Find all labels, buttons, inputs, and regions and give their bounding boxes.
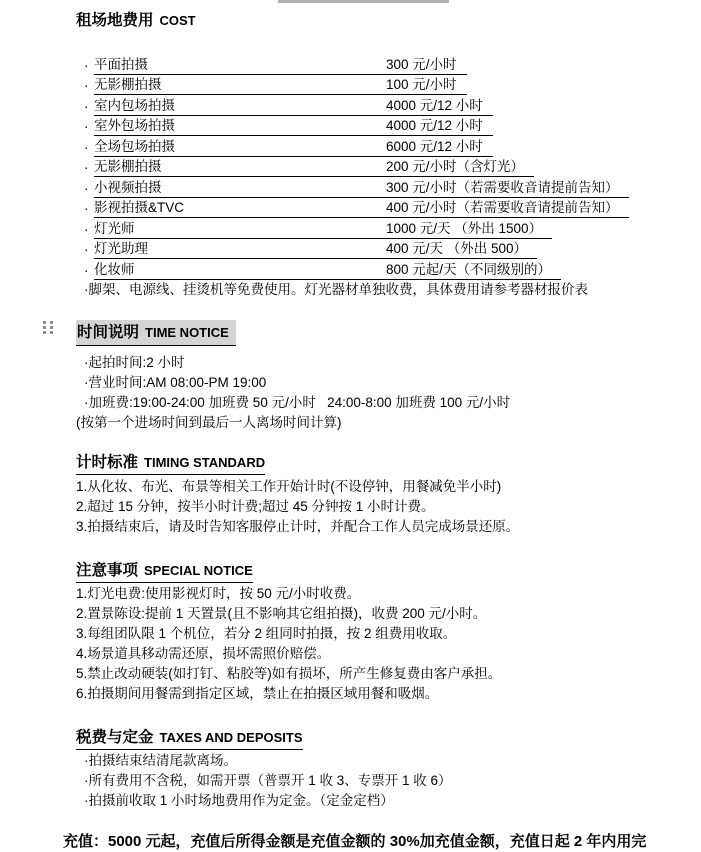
bullet: · (84, 160, 89, 175)
bullet: · (84, 221, 89, 237)
price-row-label: 无影棚拍摄 (94, 159, 162, 174)
heading-zh: 计时标准 (76, 453, 139, 471)
price-row (84, 259, 676, 280)
drag-handle-icon[interactable] (43, 321, 53, 334)
price-row-value: 400 元/小时（若需要收音请提前告知） (386, 200, 619, 215)
bullet: · (84, 180, 89, 196)
list-item: ·营业时间:AM 08:00-PM 19:00 (84, 374, 267, 390)
price-row-value: 200 元/小时（含灯光） (386, 159, 525, 174)
price-row-label: 灯光助理 (94, 241, 148, 256)
price-row-label: 灯光师 (94, 220, 135, 236)
price-row-value: 300 元/小时 (386, 56, 457, 72)
list-item: 1.从化妆、布光、布景等相关工作开始计时(不设停钟，用餐减免半小时) (76, 478, 502, 494)
bullet: · (84, 78, 89, 93)
heading-en: TIME NOTICE (145, 324, 229, 340)
section-heading-cost (76, 10, 676, 31)
price-row-label: 无影棚拍摄 (94, 77, 162, 92)
price-row-value: 4000 元/12 小时 (386, 97, 483, 113)
list-item: ·拍摄结束结清尾款离场。 (84, 752, 237, 768)
cost-free-items-note: ·脚架、电源线、挂烫机等免费使用。灯光器材单独收费，具体费用请参考器材报价表 (84, 281, 588, 297)
bullet: · (84, 139, 89, 155)
list-item: 2.超过 15 分钟，按半小时计费;超过 45 分钟按 1 小时计费。 (76, 498, 435, 514)
time-notice-list (76, 353, 676, 433)
list-item: ·拍摄前收取 1 小时场地费用作为定金。（定金定档） (84, 792, 394, 808)
price-row-label: 化妆师 (94, 261, 135, 277)
bullet: · (84, 119, 89, 134)
price-row-value: 6000 元/12 小时 (386, 138, 483, 154)
heading-zh: 税费与定金 (76, 728, 154, 746)
list-item: 3.每组团队限 1 个机位，若分 2 组同时拍摄，按 2 组费用收取。 (76, 625, 457, 641)
list-item: ·所有费用不含税，如需开票（普票开 1 收 3、专票开 1 收 6） (84, 772, 452, 788)
recharge-note: 充值：5000 元起，充值后所得金额是充值金额的 30%加充值金额，充值日起 2 年内用完 (63, 832, 647, 850)
list-item: ·起拍时间:2 小时 (84, 354, 185, 370)
price-table (76, 54, 676, 280)
heading-en: TIMING STANDARD (144, 454, 266, 470)
price-row (84, 177, 676, 198)
bullet: · (84, 242, 89, 257)
price-row (84, 54, 676, 75)
price-row (84, 75, 676, 96)
price-row-label: 小视频拍摄 (94, 179, 162, 195)
heading-en: TAXES AND DEPOSITS (159, 729, 303, 745)
price-row (84, 198, 676, 219)
bullet: · (84, 262, 89, 278)
list-item: 6.拍摄期间用餐需到指定区域，禁止在拍摄区域用餐和吸烟。 (76, 685, 439, 701)
special-notice-list (76, 584, 676, 704)
list-item: 3.拍摄结束后，请及时告知客服停止计时，并配合工作人员完成场景还原。 (76, 518, 520, 534)
price-row-label: 影视拍摄&TVC (94, 200, 185, 215)
price-row (84, 239, 676, 260)
price-row-label: 全场包场拍摄 (94, 138, 175, 154)
price-row-value: 100 元/小时 (386, 77, 457, 92)
price-row-value: 400 元/天 （外出 500） (386, 241, 528, 256)
heading-zh: 租场地费用 (76, 12, 154, 29)
price-row-value: 300 元/小时（若需要收音请提前告知） (386, 179, 619, 195)
price-row-label: 室内包场拍摄 (94, 97, 175, 113)
list-item: 5.禁止改动硬装(如打钉、粘胶等)如有损坏，所产生修复费由客户承担。 (76, 665, 502, 681)
price-row-label: 室外包场拍摄 (94, 118, 175, 133)
section-heading-time-notice (76, 320, 676, 346)
price-row-value: 800 元起/天（不同级别的） (386, 261, 552, 277)
list-item: 4.场景道具移动需还原，损坏需照价赔偿。 (76, 645, 331, 661)
section-heading-special-notice (76, 560, 676, 583)
bullet: · (84, 57, 89, 73)
section-heading-timing-standard (76, 452, 676, 475)
heading-en: COST (159, 13, 196, 28)
price-row (84, 95, 676, 116)
bullet: · (84, 98, 89, 114)
bullet: · (84, 201, 89, 216)
price-row-label: 平面拍摄 (94, 56, 148, 72)
time-notice-footnote: (按第一个进场时间到最后一人离场时间计算) (76, 414, 342, 430)
document-content (63, 10, 676, 852)
heading-zh: 注意事项 (76, 561, 139, 579)
price-row (84, 218, 676, 239)
list-item: 2.置景陈设:提前 1 天置景(且不影响其它组拍摄)，收费 200 元/小时。 (76, 605, 487, 621)
price-row (84, 157, 676, 178)
timing-standard-list (76, 477, 676, 537)
list-item: 1.灯光电费:使用影视灯时，按 50 元/小时收费。 (76, 585, 361, 601)
price-row (84, 136, 676, 157)
section-heading-taxes-deposits (76, 727, 676, 750)
price-row-value: 4000 元/12 小时 (386, 118, 483, 133)
list-item: ·加班费:19:00-24:00 加班费 50 元/小时 24:00-8:00 加班费 100 元/小时 (84, 394, 511, 410)
heading-en: SPECIAL NOTICE (144, 562, 253, 578)
price-row-value: 1000 元/天 （外出 1500） (386, 220, 543, 236)
taxes-deposits-list (76, 751, 676, 811)
heading-zh: 时间说明 (77, 323, 140, 341)
top-highlight-bar (278, 0, 449, 3)
price-row (84, 116, 676, 137)
